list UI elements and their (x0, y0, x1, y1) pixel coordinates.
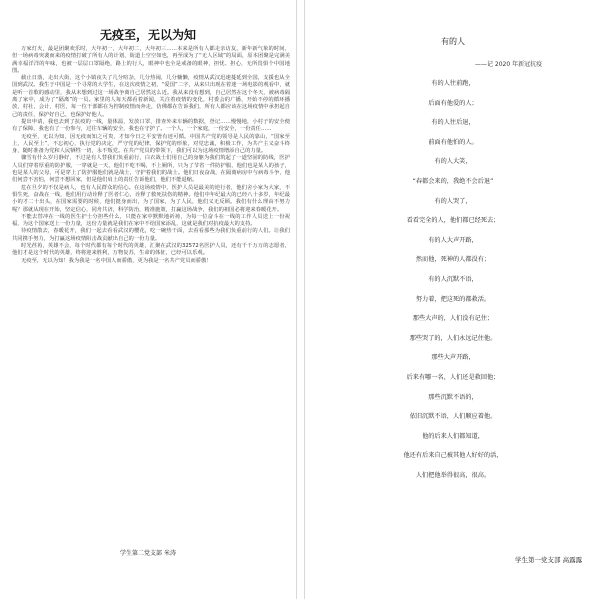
left-document-page (0, 0, 297, 599)
poem-body (305, 74, 600, 485)
poem-line: 他的后来人们都知道， (422, 432, 484, 440)
body-paragraph: 骤雪有什么岁月静好，不过是有人替我们负重前行，白衣战士们用自己的身躯为我们筑起了一道坚固的防线，医护人员们穿着厚重的防护服，一穿就是一天，他们不吃不喝，不上厕所，只为了节省一件防护服，他们也是某人的孩子，也是某人的父母，可是穿上了防护服他们就是战士，守护着我们的战士。他们日夜奋战，在隔离病房中与病毒斗争，他们何尝不害怕，何尝不想回家，但是他们肩上的责任告诉他们，他们不能退缩。 (12, 155, 290, 184)
poem-line: 有的人大声开路， (428, 236, 478, 244)
body-paragraph: 危在旦夕的不仅是病人，也有人民群众的信心。在这场疫情中，医护人员是最美的逆行者，他们舍小家为大家，不惧生死，奋战在一线，他们用行动诠释了医者仁心，诠释了救死扶伤的精神。他们中年纪最大的已经八十多岁，年纪最小的才二十出头，在国家需要的时候，他们挺身而出，为了国家，为了人民，他们义无反顾。我们有什么理由不努力呢？那就从现在开始，坚定信心，同舟共济，科学防治，精准施策，打赢这场战争，我们的祖国必将迎来春暖花开。 (12, 184, 290, 213)
poem-line: 人们把他举得很高，很高。 (415, 471, 491, 479)
body-paragraph: 万家灯火，最是团聚欢乐时，大年初一，大年初二，大年初三……本来是所有人都走亲访友，新年新气象的时间，但一场病毒突袭而来的疫情打破了所有人的计划，街道上空空如也，再至成为了“无人区域”的局面，原本团聚是完满美满幸福洋洋的年味，也被一层层口罩隔绝，路上的行人，眼神中也全是戒备的眼神，担忧、担心，无所畏惧个中国地图。 (12, 46, 290, 74)
body-paragraph: 无疫至，无以为知，因无疫而知之可贵，才知今日之平安皆有迹可循。中国共产党的领导是人民的靠山，“国家至上，人民至上”，不忘初心，执行党的决定，严守党的纪律，保护党的形象，对党忠诚，积极工作，为共产主义奋斗终身，随时准备为党和人民牺牲一切，永不叛党。在共产党员的带领下，我们可以为这场疫情增添自己的力量。 (12, 133, 290, 155)
body-paragraph: 不能去替冲在一线的医生护士分担些什么，只能在家中默默地祈祷，为每一位奋斗在一线的工作人员送上一份祝福，为这个国家送上一份力量，这份力量就是我们在家中不给国家添乱，这就是我们对抗疫最大的支持。 (12, 213, 290, 228)
right-document-title: 有的人 (441, 37, 465, 46)
right-document-subtitle: ——记 2020 年新冠抗疫 (475, 61, 543, 68)
poem-line: 后来有哪一名，人们还是救回他； (406, 373, 500, 381)
body-paragraph: 时光荏苒，英雄不会，每个时代都有每个时代的英雄，汇聚在武汉的32572名医护人员，还有千千万万的志愿者，他们才是这个时代的英雄，终将迎来胜利，万物复苏，生命的体征，已经可以乐观。 (12, 243, 290, 257)
poem-line: 那些大声开路， (431, 354, 475, 362)
left-document-signature: 学生第二党支部 米涛 (120, 550, 176, 557)
poem-line: 有的人大笑， (434, 158, 472, 166)
poem-line: 然而他，死神的人都没有； (415, 256, 491, 264)
poem-line: 前面有他怕的人。 (428, 138, 478, 146)
poem-line: 有的人哭了， (434, 197, 472, 205)
body-paragraph: 提出申请，我也去到了抗疫的一线，量体温，发放口罩，排查外来车辆的数据，登记……慢慢地，小村子的安全便有了保障，我也有了一份参与，过往车辆的安全，我也在守护了。一个人，一个家庭，一份安全，一份责任…… (12, 118, 290, 133)
body-paragraph: 待疫情散去，春暖花开，我们一起去看看武汉的樱花，吃一碗热干面，去看看那些为我们负重前行的人们。让我们共同携手努力，为打赢这场疫情阻击战贡献出自己的一份力量。 (12, 228, 290, 242)
body-paragraph: 无疫至，无以为知！我为我是一名中国人而骄傲，更为我是一名共产党员而骄傲！ (21, 257, 212, 264)
body-paragraph: 截止日落，走出大街，这个小镇夜失了几分喧杂，几分热闹，几分慵懒，疫情从武汉迅速蔓延到全国，支援也从全国到武汉。我生于中国是一个寻常的大学生，在这次疫情之初，“爱国”二字，从来只出现在着迷一场电影的观看中，就是听一首歌的感动里，我从未想到过这一场战争离自己居然这么近。我从来没有想到，自己居然在这个冬天，被病毒隔离了家中，成为了“隔离”的一员。家里的人每天都看着新闻，关注着疫情的变化，村委会的广播，开始不停的循环播放，村社，会计，村医，每一位干部都在为控制疫情而奔走，仿佛都在告诉我们，所有人都应该在这场疫情中承担起自己的责任，保护好自己，也保护好他人。 (12, 75, 290, 118)
poem-line: 努力着，把这死的都救活。 (415, 295, 491, 303)
poem-line: “春都会来的，我绝不会后退” (412, 177, 494, 185)
poem-line: 那些大声的，人们没有记住； (412, 315, 494, 323)
poem-line: 后面有他爱的人； (428, 99, 478, 107)
poem-line: 有的人沉默不语， (428, 275, 478, 283)
poem-line: 有的人往前跑， (431, 80, 475, 87)
right-document-page (304, 0, 600, 599)
poem-line: 有的人往后退， (431, 119, 475, 127)
left-document-title: 无疫至，无以为知 (99, 28, 196, 42)
poem-line: 看看完全的人，他们都已经死去； (406, 217, 500, 225)
poem-line: 那些哭了的，人们永远记住他。 (409, 334, 497, 342)
right-document-signature: 学生第一党支部 高露露 (515, 556, 583, 564)
poem-line: 他还有后来自己被其他人好好的活， (403, 452, 503, 460)
poem-line: 依旧沉默不语，人们顺应着他。 (409, 413, 497, 421)
poem-line: 那些沉默不语的， (428, 393, 478, 401)
left-document-body (12, 46, 290, 265)
